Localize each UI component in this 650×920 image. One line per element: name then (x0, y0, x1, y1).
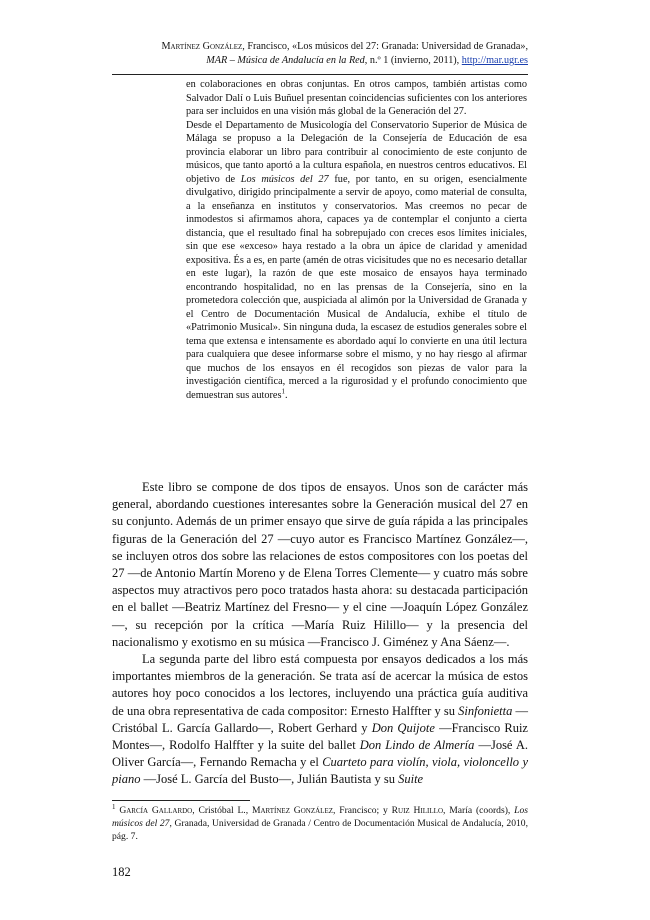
footnote-rule (112, 800, 250, 801)
body-paragraph-2: La segunda parte del libro está compuesta por ensayos dedicados a los más importantes miembros de la generación. Se trata así de acercar la música de estos autores hoy poco conocidos a los lectores, incluyendo una práctica guía auditiva de una obra representativa de cada compositor: Ernesto Halffter y su Sinfonietta —Cristóbal L. García Gallardo—, Robert Gerhard y Don Quijote —Francisco Ruiz Montes—, Rodolfo Halffter y la suite del ballet Don Lindo de Almería —José A. Oliver García—, Fernando Remacha y el Cuarteto para violín, viola, violoncello y piano —José L. García del Busto—, Julián Bautista y su Suite (112, 652, 528, 787)
block-quote (186, 78, 527, 402)
work-title: Suite (398, 772, 424, 787)
quote-paragraph-2: Desde el Departamento de Musicología del Conservatorio Superior de Música de Málaga se propuso a la Delegación de la Consejería de Educación de esa provincia elaborar un libro para contribuir al conocimiento de este conjunto de músicos, que tanto aportó a la cultura española, en nuestros centros educativos. El objetivo de Los músicos del 27 fue, por tanto, en su origen, esencialmente divulgativo, dirigido principalmente a servir de apoyo, como material de consulta, a la enseñanza en institutos y conservatorios. Mas creemos no pecar de inmodestos si afirmamos ahora, capaces ya de contemplar el conjunto a cierta distancia, que el resultado final ha sobrepujado con creces esos límites iniciales, sin que ese «exceso» haya restado a la obra un ápice de claridad y amenidad expositiva. És a es, en parte (amén de otras vicisitudes que no es necesario detallar en este lugar), la razón de que este mosaico de ensayos haya terminado encontrando hospitalidad, no en las prensas de la Consejería, sino en la prometedora colección que, auspiciada al alimón por la Universidad de Granada y el Centro de Documentación Musical de Andalucía, exhibe el título de «Patrimonio Musical». Sin ninguna duda, la escasez de estudios generales sobre el tema que extensa e intensamente es abordado aquí lo convierte en una útil lectura para cualquiera que desee informarse sobre el mismo, y no hay riesgo al afirmar que muchos de los ensayos en él recogidos son piezas de valor para la investigación científica, merced a la rigurosidad y el profundo conocimiento que demuestran sus autores$^1$. (186, 119, 527, 401)
footnote-ref[interactable]: 1 (281, 387, 286, 396)
header-citation: , Francisco, «Los músicos del 27: Granada: Universidad de Granada», (242, 41, 528, 52)
header-issue: , n.º 1 (invierno, 2011), (364, 55, 462, 66)
footnote-number: 1 (112, 802, 116, 811)
header-author: Martínez González (161, 41, 243, 52)
body-paragraph-1: Este libro se compone de dos tipos de ensayos. Unos son de carácter más general, abordando cuestiones interesantes sobre la Generación musical del 27 en su conjunto. Además de un primer ensayo que sirve de guía rápida a las principales figuras de la Generación del 27 —cuyo autor es Francisco Martínez González—, se incluyen otros dos sobre las relaciones de estos compositores con los poetas del 27 —de Antonio Martín Moreno y de Elena Torres Clemente— y cuatro más sobre aspectos muy atractivos pero poco tratados hasta ahora: su destacada participación en el ballet —Beatriz Martínez del Fresno— y el cine —Joaquín López González—, su recepción por la crítica —María Ruiz Hilillo— y la presencia del nacionalismo y exotismo en su música —Francisco J. Giménez y Ana Sáenz—. (112, 480, 528, 649)
work-title: Don Lindo de Almería (359, 738, 475, 753)
page-number: 182 (112, 865, 131, 879)
work-title: Don Quijote (371, 720, 435, 735)
body-text (112, 479, 528, 789)
quote-book-title: Los músicos del 27 (240, 173, 329, 185)
work-title: Sinfonietta (458, 703, 513, 718)
header-link[interactable]: http://mar.ugr.es (461, 55, 528, 66)
running-header (68, 40, 528, 68)
header-journal: MAR – Música de Andalucía en la Red (206, 55, 365, 66)
header-rule (112, 74, 528, 75)
work-title: Cuarteto para violín, viola, violoncello y piano (112, 755, 528, 787)
footnote: $^1$ García Gallardo, Cristóbal L., Martínez González, Francisco; y Ruiz Hilillo, María (coords), Los músicos del 27, Granada, Universidad de Granada / Centro de Documentación Musical de Andalucía, 2010, pág. 7. (112, 802, 529, 842)
quote-paragraph-1: en colaboraciones en obras conjuntas. En otros campos, también artistas como Salvador Dalí o Luis Buñuel presentan coincidencias suficientes con los anteriores para ser incluidos en una visión más global de la Generación del 27. (186, 79, 527, 117)
